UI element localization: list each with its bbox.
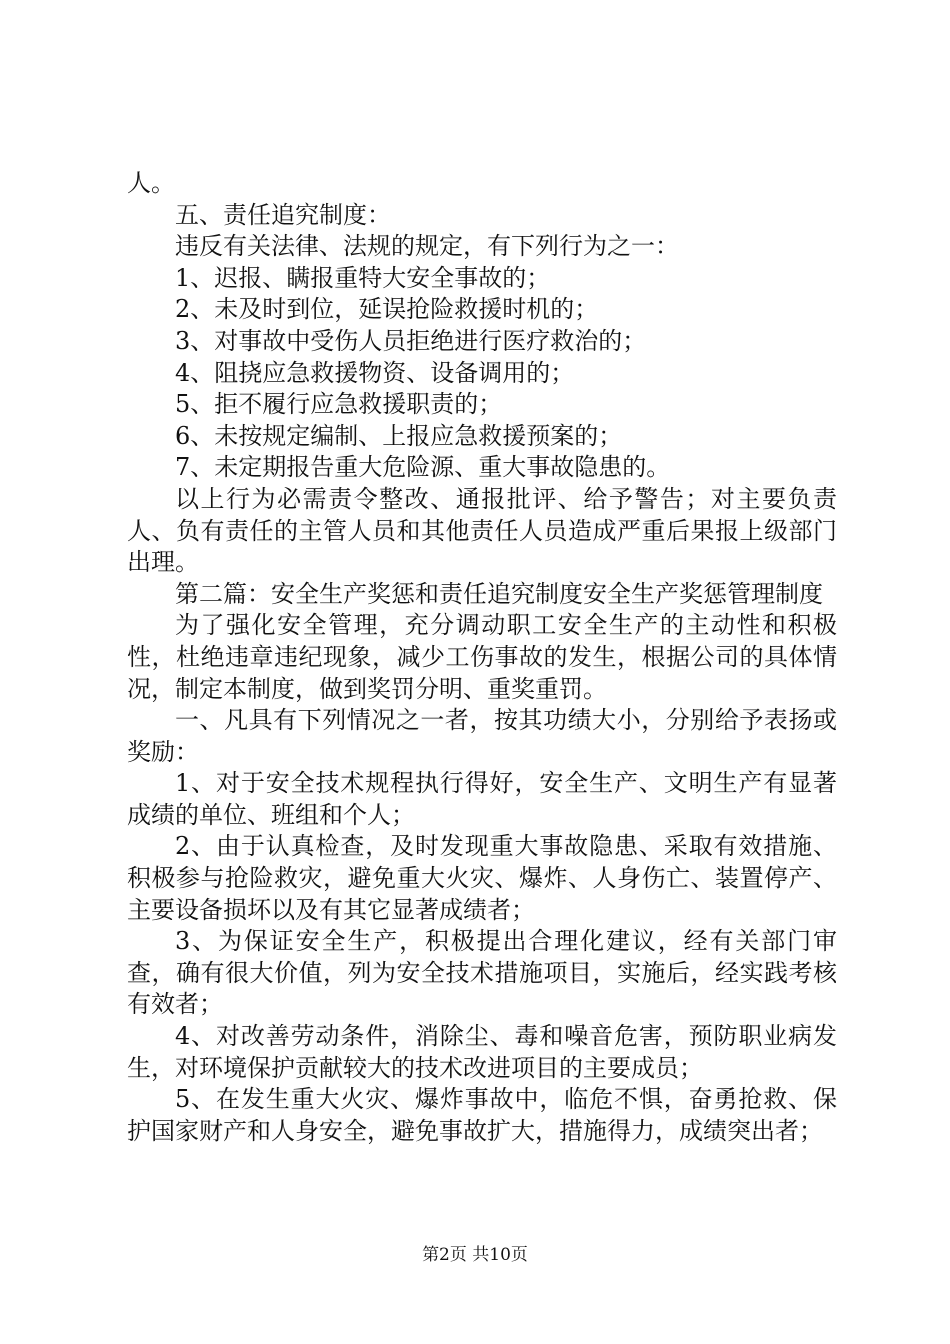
- list-item-3: 3、对事故中受伤人员拒绝进行医疗救治的；: [175, 326, 647, 355]
- list-item-6: 6、未按规定编制、上报应急救援预案的；: [175, 421, 623, 450]
- reward-item-2: 2、由于认真检查，及时发现重大事故隐患、采取有效措施、积极参与抢险救灾，避免重大火灾、爆炸、人身伤亡、装置停产、主要设备损坏以及有其它显著成绩者；: [127, 832, 837, 924]
- list-item-2: 2、未及时到位，延误抢险救援时机的；: [175, 295, 599, 324]
- list-item-7: 7、未定期报告重大危险源、重大事故隐患的。: [175, 453, 671, 482]
- page-number-footer: 第2页 共10页: [422, 1245, 528, 1265]
- reward-item-3: 3、为保证安全生产，积极提出合理化建议，经有关部门审查，确有很大价值，列为安全技术措施项目，实施后，经实践考核有效者；: [127, 927, 837, 1019]
- section-heading-rewards: 一、凡具有下列情况之一者，按其功绩大小，分别给予表扬或奖励：: [127, 706, 837, 766]
- paragraph-continuation: 人。: [127, 169, 175, 197]
- section-heading-responsibility: 五、责任追究制度：: [175, 200, 391, 229]
- paragraph-penalty: 以上行为必需责令整改、通报批评、给予警告；对主要负责人、负有责任的主管人员和其他责任人员造成严重后果报上级部门出理。: [127, 484, 837, 577]
- chapter-heading-part-two: 第二篇：安全生产奖惩和责任追究制度安全生产奖惩管理制度: [175, 579, 823, 608]
- reward-item-5: 5、在发生重大火灾、爆炸事故中，临危不惧，奋勇抢救、保护国家财产和人身安全，避免事故扩大，措施得力，成绩突出者；: [127, 1085, 837, 1145]
- paragraph-purpose: 为了强化安全管理，充分调动职工安全生产的主动性和积极性，杜绝违章违纪现象，减少工伤事故的发生，根据公司的具体情况，制定本制度，做到奖罚分明、重奖重罚。: [127, 611, 837, 703]
- list-item-1: 1、迟报、瞒报重特大安全事故的；: [175, 263, 551, 292]
- list-item-4: 4、阻挠应急救援物资、设备调用的；: [175, 358, 575, 387]
- paragraph-violation-intro: 违反有关法律、法规的规定，有下列行为之一：: [175, 232, 679, 261]
- reward-item-1: 1、对于安全技术规程执行得好，安全生产、文明生产有显著成绩的单位、班组和个人；: [127, 769, 837, 829]
- document-body: [127, 168, 837, 1147]
- reward-item-4: 4、对改善劳动条件，消除尘、毒和噪音危害，预防职业病发生，对环境保护贡献较大的技术改进项目的主要成员；: [127, 1022, 837, 1082]
- list-item-5: 5、拒不履行应急救援职责的；: [175, 390, 503, 419]
